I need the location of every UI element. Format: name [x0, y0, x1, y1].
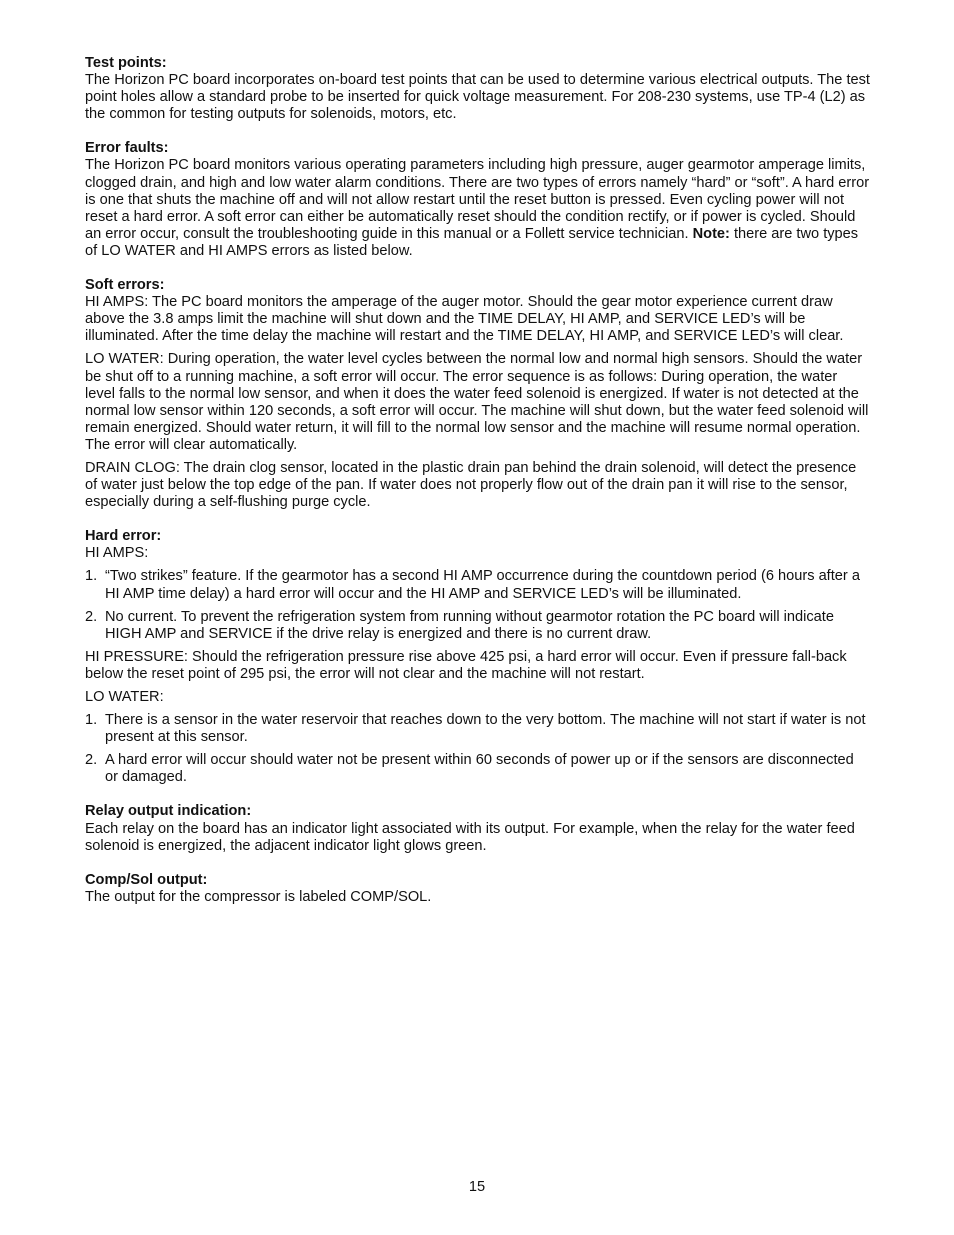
- section-heading: Error faults:: [85, 140, 169, 157]
- section-hard-error: [85, 528, 870, 786]
- section-body-text: The Horizon PC board monitors various operating parameters including high pressure, auger gearmotor amperage limits, clogged drain, and high and low water alarm conditions. There are two types of errors namely “hard” or “soft”. A hard error is one that shuts the machine off and will not allow restart until the reset button is pressed. Even cycling power will not reset a hard error. A soft error can either be automatically reset should the condition rectify, or if power is cycled. Should an error occur, consult the troubleshooting guide in this manual or a Follett service technician.: [85, 157, 870, 242]
- list-text: There is a sensor in the water reservoir that reaches down to the very bottom. The machine will not start if water is not present at this sensor.: [105, 712, 866, 746]
- list-item: [85, 568, 870, 602]
- section-body: The Horizon PC board incorporates on-board test points that can be used to determine various electrical outputs. The test point holes allow a standard probe to be inserted for quick voltage measurement. For 208-230 systems, use TP-4 (L2) as the common for testing outputs for solenoids, motors, etc.: [85, 72, 870, 123]
- list-item: [85, 712, 870, 746]
- section-test-points: [85, 55, 870, 123]
- soft-error-hi-amps: HI AMPS: The PC board monitors the amperage of the auger motor. Should the gear motor experience current draw above the 3.8 amps limit the machine will shut down and the TIME DELAY, HI AMP, and SERVICE LED’s will be illuminated. After the time delay the machine will restart and the TIME DELAY, HI AMP, and SERVICE LED’s will clear.: [85, 294, 844, 345]
- list-text: “Two strikes” feature. If the gearmotor has a second HI AMP occurrence during the countdown period (6 hours after a HI AMP time delay) a hard error will occur and the HI AMP and SERVICE LED’s will be illuminated.: [105, 568, 860, 602]
- section-relay-output: [85, 803, 870, 854]
- list-text: No current. To prevent the refrigeration system from running without gearmotor rotation the PC board will indicate HIGH AMP and SERVICE if the drive relay is energized and there is no current draw.: [105, 608, 834, 642]
- hi-amps-label: HI AMPS:: [85, 545, 149, 562]
- section-heading: Soft errors:: [85, 277, 165, 294]
- lo-water-label: LO WATER:: [85, 689, 164, 705]
- section-soft-errors: [85, 277, 870, 511]
- section-heading: Test points:: [85, 55, 167, 71]
- section-body: The output for the compressor is labeled COMP/SOL.: [85, 888, 432, 905]
- list-number: 1.: [85, 568, 98, 585]
- soft-error-lo-water: LO WATER: During operation, the water level cycles between the normal low and normal high sensors. Should the water be shut off to a running machine, a soft error will occur. The error sequence is as follows: During operation, the water level falls to the normal low sensor, and when it does the water feed solenoid is energized. If water is not detected at the normal low sensor within 120 seconds, a soft error will occur. The machine will shut down, but the water feed solenoid will remain energized. Should water return, it will fill to the normal low sensor and the machine will resume normal operation. The error will clear automatically.: [85, 351, 869, 453]
- hi-amps-list: [85, 568, 870, 642]
- list-number: 1.: [85, 712, 98, 729]
- document-page: [85, 55, 870, 923]
- list-number: 2.: [85, 608, 98, 625]
- note-text: there are two types of LO WATER and HI AMPS errors as listed below.: [85, 225, 859, 259]
- soft-error-drain-clog: DRAIN CLOG: The drain clog sensor, located in the plastic drain pan behind the drain solenoid, will detect the presence of water just below the top edge of the pan. If water does not properly flow out of the drain pan it will rise to the sensor, especially during a self-flushing purge cycle.: [85, 459, 857, 511]
- hi-pressure-text: HI PRESSURE: Should the refrigeration pressure rise above 425 psi, a hard error will occur. Even if pressure fall-back below the reset point of 295 psi, the error will not clear and the machine will not restart.: [85, 648, 847, 682]
- section-comp-sol: [85, 872, 870, 906]
- section-body: Each relay on the board has an indicator light associated with its output. For example, when the relay for the water feed solenoid is energized, the adjacent indicator light glows green.: [85, 820, 855, 854]
- section-heading: Comp/Sol output:: [85, 871, 208, 888]
- section-heading: Relay output indication:: [85, 803, 252, 820]
- section-heading: Hard error:: [85, 528, 162, 545]
- list-item: [85, 609, 870, 643]
- section-body: [85, 157, 870, 260]
- list-number: 2.: [85, 752, 98, 769]
- page-number: 15: [468, 1179, 486, 1195]
- list-text: A hard error will occur should water not be present within 60 seconds of power up or if the sensors are disconnected or damaged.: [105, 752, 854, 786]
- section-error-faults: [85, 140, 870, 260]
- lo-water-list: [85, 712, 870, 786]
- list-item: [85, 752, 870, 786]
- note-label: Note:: [692, 225, 730, 242]
